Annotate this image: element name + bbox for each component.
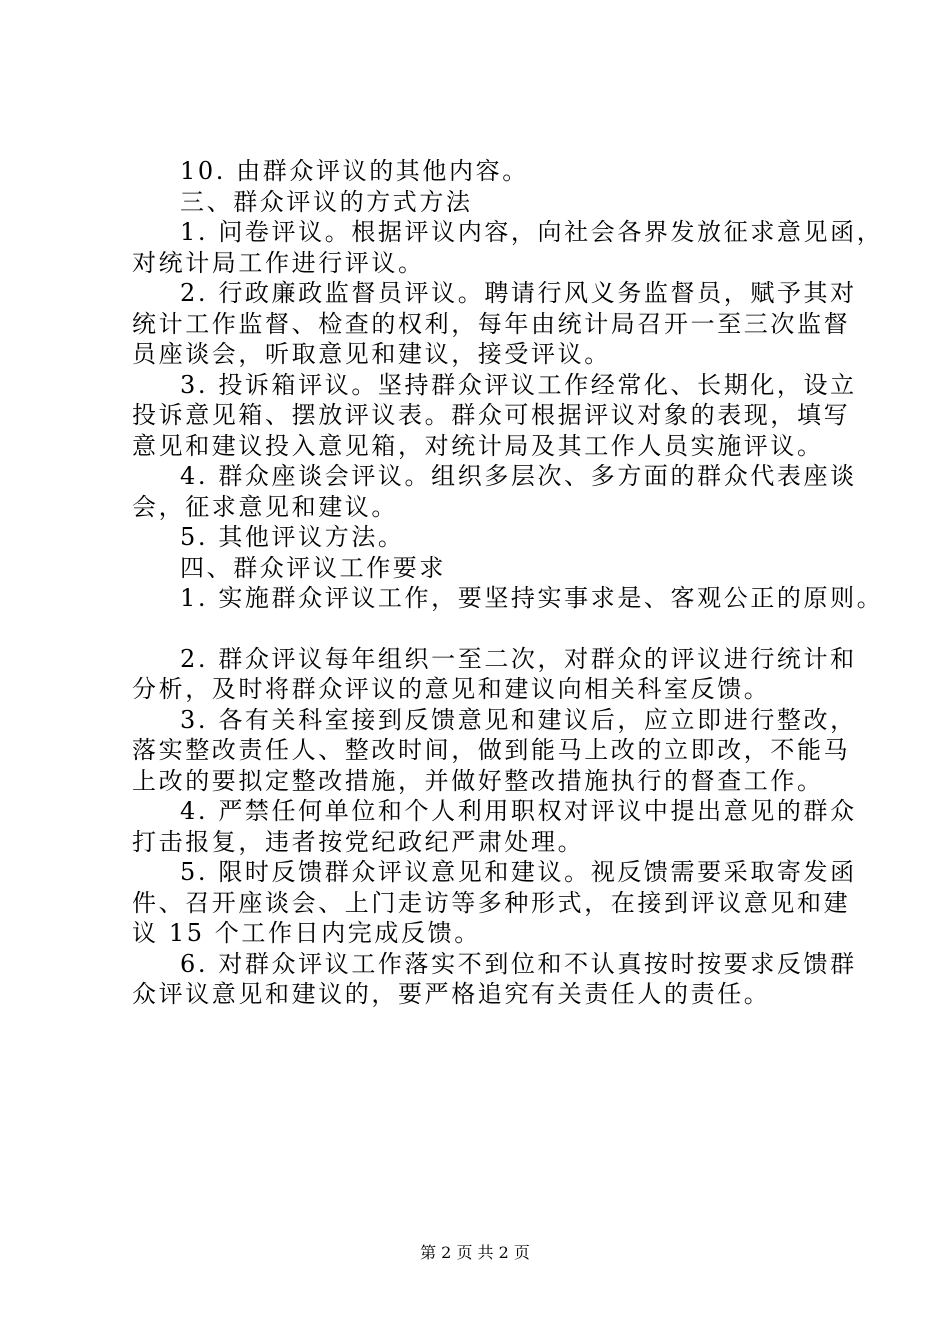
paragraph-line: 意见和建议投入意见箱，对统计局及其工作人员实施评议。 [132,431,824,460]
paragraph-line: 4. 群众座谈会评议。组织多层次、多方面的群众代表座谈 [180,462,857,490]
paragraph-line: 投诉意见箱、摆放评议表。群众可根据评议对象的表现，填写 [132,401,851,429]
blank-line [132,614,852,644]
paragraph-line: 1. 问卷评议。根据评议内容，向社会各界发放征求意见函， [180,218,884,246]
paragraph-line: 6. 对群众评议工作落实不到位和不认真按时按要求反馈群 [180,949,857,978]
section-heading: 四、群众评议工作要求 [180,553,446,582]
paragraph-line: 2. 群众评议每年组织一至二次，对群众的评议进行统计和 [180,644,857,673]
paragraph-line: 对统计局工作进行评议。 [132,248,425,277]
paragraph-line: 众评议意见和建议的，要严格追究有关责任人的责任。 [132,980,771,1008]
section-heading: 三、群众评议的方式方法 [180,187,473,216]
paragraph-line: 统计工作监督、检查的权利，每年由统计局召开一至三次监督 [132,309,851,338]
paragraph-line: 员座谈会，听取意见和建议，接受评议。 [132,340,611,368]
page-number-footer: 第 2 页 共 2 页 [420,1243,530,1262]
paragraph-line: 议 15 个工作日内完成反馈。 [132,919,481,947]
paragraph-line: 5. 限时反馈群众评议意见和建议。视反馈需要采取寄发函 [180,858,857,886]
document-body [132,156,884,1010]
paragraph-line: 打击报复，违者按党纪政纪严肃处理。 [132,827,585,856]
paragraph-line: 分析，及时将群众评议的意见和建议向相关科室反馈。 [132,675,771,703]
paragraph-line: 1. 实施群众评议工作，要坚持实事求是、客观公正的原则。 [180,584,884,612]
paragraph-line: 会，征求意见和建议。 [132,492,398,521]
paragraph-line: 3. 各有关科室接到反馈意见和建议后，应立即进行整改， [180,705,857,734]
paragraph-line: 2. 行政廉政监督员评议。聘请行风义务监督员，赋予其对 [180,279,857,307]
paragraph-line: 上改的要拟定整改措施，并做好整改措施执行的督查工作。 [132,766,824,795]
paragraph-line: 件、召开座谈会、上门走访等多种形式，在接到评议意见和建 [132,888,851,917]
paragraph-line: 5. 其他评议方法。 [180,523,405,551]
paragraph-line: 4. 严禁任何单位和个人利用职权对评议中提出意见的群众 [180,797,857,825]
paragraph-line: 3. 投诉箱评议。坚持群众评议工作经常化、长期化，设立 [180,370,857,399]
paragraph-line: 10. 由群众评议的其他内容。 [180,157,529,185]
paragraph-line: 落实整改责任人、整改时间，做到能马上改的立即改，不能马 [132,736,851,764]
